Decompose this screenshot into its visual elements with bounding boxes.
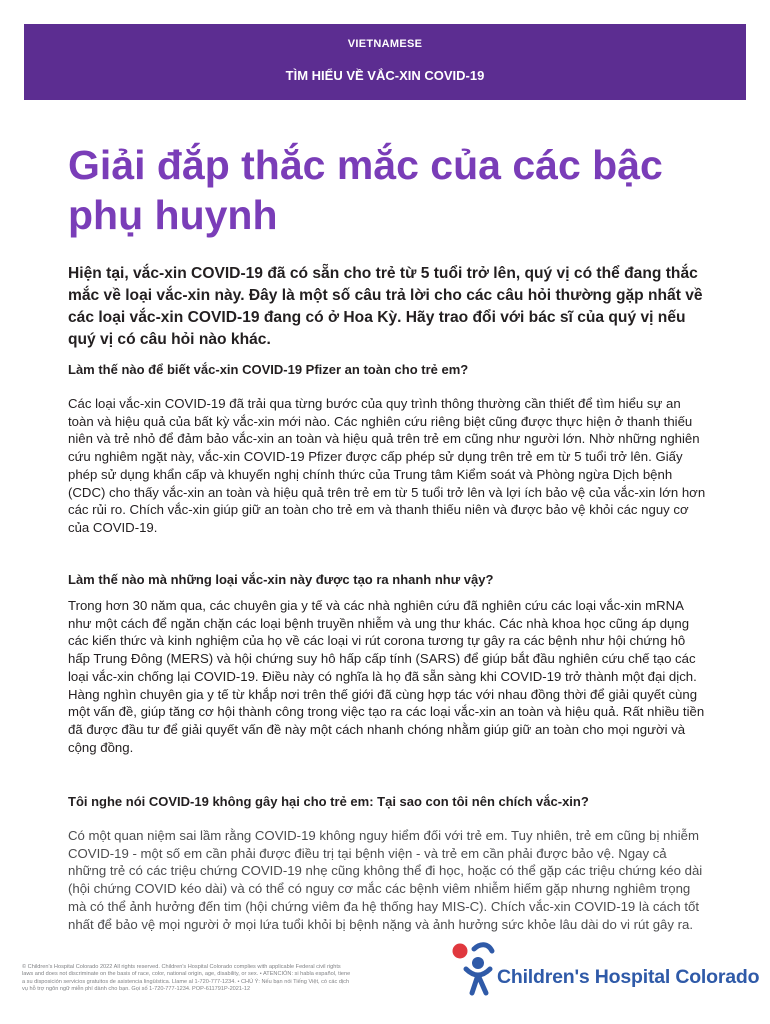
faq-question-1: Làm thế nào để biết vắc-xin COVID-19 Pfizer an toàn cho trẻ em?	[68, 362, 469, 377]
faq-answer-1: Các loại vắc-xin COVID-19 đã trải qua từng bước của quy trình thông thường cần thiết để tìm hiểu sự an toàn và hiệu quả của bất kỳ vắc-xin mới nào. Các nghiên cứu riêng biệt cũng được thực hiện ở thanh thiếu niên và trẻ nhỏ để đảm bảo vắc-xin an toàn và hiệu quả trên trẻ em cũng như người lớn. Nhờ những nghiên cứu nghiêm ngặt này, vắc-xin COVID-19 Pfizer được cấp phép sử dụng trên trẻ em từ 5 tuổi trở lên. Giấy phép sử dụng khẩn cấp và khuyến nghị chính thức của Trung tâm Kiểm soát và Phòng ngừa Dịch bệnh (CDC) cho thấy vắc-xin an toàn và hiệu quả trên trẻ em từ 5 tuổi trở lên và lợi ích bảo vệ của vắc-xin lớn hơn các rủi ro. Chích vắc-xin giúp giữ an toàn cho trẻ em và thanh thiếu niên và được bảo vệ khỏi các nguy cơ của COVID-19.	[68, 396, 706, 535]
faq-question-2: Làm thế nào mà những loại vắc-xin này được tạo ra nhanh như vậy?	[68, 572, 494, 587]
faq-answer-2: Trong hơn 30 năm qua, các chuyên gia y tế và các nhà nghiên cứu đã nghiên cứu các loại vắc-xin mRNA như một cách để ngăn chặn các loại bệnh truyền nhiễm và ung thư khác. Các nhà khoa học cũng áp dụng các kiến thức và kinh nghiệm của họ về các loại vi rút corona tương tự gây ra các bệnh như hội chứng hô hấp Trung Đông (MERS) và hội chứng suy hô hấp cấp tính (SARS) để giúp bắt đầu nghiên cứu chế tạo các loại vắc-xin chống lại COVID-19. Điều này có nghĩa là họ đã sẵn sàng khi COVID-19 trở thành một đại dịch. Hàng nghìn chuyên gia y tế từ khắp nơi trên thế giới đã cùng hợp tác với nhau đồng thời để giải quyết cùng một vấn đề, giúp tăng cơ hội thành công trong việc tạo ra các loại vắc-xin an toàn và hiệu quả. Rất nhiều tiền đã được đầu tư để giải quyết vấn đề này một cách nhanh chóng nhằm giúp giữ an toàn cho mọi người và cộng đồng.	[68, 598, 705, 755]
logo-wordmark: Children's Hospital Colorado	[497, 966, 760, 988]
legal-notice: © Children's Hospital Colorado 2022 All rights reserved. Children's Hospital Colorado complies with applicable Federal civil rights laws and does not discriminate on the basis of race, color, national origin, age, disability, or sex. • ATENCIÓN: si habla español, tiene a su disposición servicios gratuitos de asistencia lingüística. Llame al 1-720-777-1234. • CHÚ Ý: Nếu bạn nói Tiếng Việt, có các dịch vụ hỗ trợ ngôn ngữ miễn phí dành cho bạn. Gọi số 1-720-777-1234. POP-611791P-2021-12	[22, 964, 351, 993]
faq-answer-3: Có một quan niệm sai lầm rằng COVID-19 không nguy hiểm đối với trẻ em. Tuy nhiên, trẻ em cũng bị nhiễm COVID-19 - một số em cần phải được điều trị tại bệnh viện - và trẻ em cần phải được bảo vệ. Ngay cả những trẻ có các triệu chứng COVID-19 nhẹ cũng không thể đi học, hoặc có thể gặp các triệu chứng kéo dài (hội chứng COVID kéo dài) và có thể có nguy cơ mắc các bệnh viêm nhiễm hiếm gặp nhưng nghiêm trọng mà có thể ảnh hưởng đến tim (hội chứng viêm đa hệ thống hay MIS-C). Chích vắc-xin COVID-19 là cách tốt nhất để bảo vệ mọi người ở mọi lứa tuổi khỏi bị bệnh nặng và ảnh hưởng sức khỏe lâu dài do vi rút gây ra.	[68, 828, 703, 932]
faq-question-3: Tôi nghe nói COVID-19 không gây hại cho trẻ em: Tại sao con tôi nên chích vắc-xin?	[68, 794, 589, 809]
topic-label: TÌM HIỂU VỀ VẮC-XIN COVID-19	[285, 68, 485, 83]
intro-paragraph: Hiện tại, vắc-xin COVID-19 đã có sẵn cho trẻ từ 5 tuổi trở lên, quý vị có thể đang thắc mắc về loại vắc-xin này. Đây là một số câu trả lời cho các câu hỏi thường gặp nhất về các loại vắc-xin COVID-19 đang có ở Hoa Kỳ. Hãy trao đổi với bác sĩ của quý vị nếu quý vị có câu hỏi nào khác.	[68, 265, 703, 348]
header-banner	[24, 24, 746, 100]
language-label: VIETNAMESE	[347, 38, 423, 50]
page-title: Giải đắp thắc mắc của các bậc phụ huynh	[68, 142, 663, 238]
